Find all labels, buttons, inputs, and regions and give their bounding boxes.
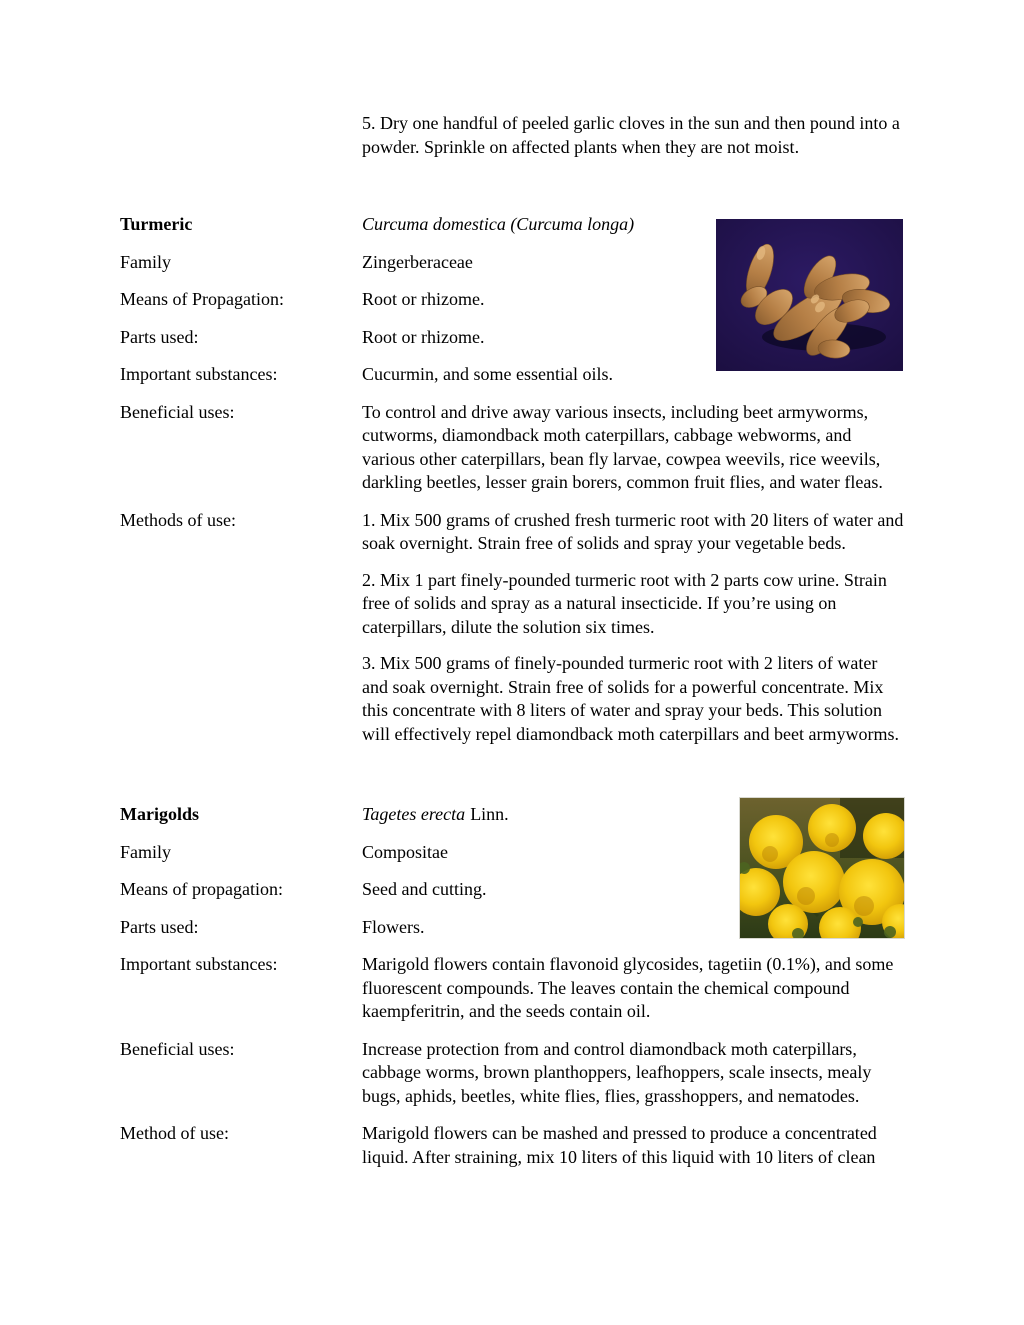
marigolds-section <box>120 803 905 1183</box>
field-value: Root or rhizome. <box>362 289 485 309</box>
turmeric-propagation-row <box>120 288 905 312</box>
field-value: Marigold flowers contain flavonoid glycosides, tagetiin (0.1%), and some fluorescent compounds. The leaves contain the chemical compound kaempferitrin, and the seeds contain oil. <box>362 954 894 1021</box>
marigolds-header-row <box>120 803 905 827</box>
turmeric-scientific-name: Curcuma domestica (Curcuma longa) <box>362 214 635 234</box>
marigolds-substances-row <box>120 953 905 1024</box>
field-value: Root or rhizome. <box>362 326 485 347</box>
turmeric-header-row <box>120 213 905 237</box>
turmeric-section <box>120 213 905 760</box>
method-step-3: 3. Mix 500 grams of finely-pounded turmeric root with 2 liters of water and soak overnight. Strain free of solids for a powerful concentrate. Mix this concentrate with 8 liters of water and spray your beds. This solution will effectively repel diamondback moth caterpillars and beet armyworms. <box>362 653 899 744</box>
field-value: Flowers. <box>362 916 425 937</box>
methods-list <box>362 509 905 747</box>
field-label: Family <box>120 841 172 862</box>
field-label: Important substances: <box>120 954 278 974</box>
marigolds-beneficial-uses-row <box>120 1038 905 1109</box>
turmeric-family-row <box>120 251 905 275</box>
field-label: Methods of use: <box>120 509 236 530</box>
field-value: Marigold flowers can be mashed and pressed to produce a concentrated liquid. After straining, mix 10 liters of this liquid with 10 liters of clean <box>362 1123 877 1167</box>
field-value: Seed and cutting. <box>362 879 487 899</box>
field-value: Cucurmin, and some essential oils. <box>362 364 613 384</box>
field-value: Zingerberaceae <box>362 251 473 272</box>
field-label: Means of propagation: <box>120 879 283 899</box>
marigolds-scientific-name <box>362 803 905 827</box>
field-label: Beneficial uses: <box>120 401 235 422</box>
field-label: Parts used: <box>120 326 199 347</box>
turmeric-name: Turmeric <box>120 214 193 234</box>
turmeric-beneficial-uses-row <box>120 401 905 495</box>
field-label: Means of Propagation: <box>120 289 284 309</box>
scientific-name-italic: Tagetes erecta <box>362 804 466 824</box>
turmeric-substances-row <box>120 363 905 387</box>
marigolds-method-row <box>120 1122 905 1169</box>
field-label: Method of use: <box>120 1123 229 1143</box>
field-value: To control and drive away various insects, including beet armyworms, cutworms, diamondback moth caterpillars, cabbage webworms, and various other caterpillars, bean fly larvae, cowpea weevils, rice weevils, darkling beetles, lesser grain borers, common fruit flies, and water fleas. <box>362 401 883 492</box>
intro-paragraph: 5. Dry one handful of peeled garlic cloves in the sun and then pound into a powder. Sprinkle on affected plants when they are not moist. <box>362 113 900 157</box>
method-step-1: 1. Mix 500 grams of crushed fresh turmeric root with 20 liters of water and soak overnight. Strain free of solids and spray your vegetable beds. <box>362 509 904 553</box>
marigolds-name: Marigolds <box>120 804 199 824</box>
scientific-name-author: Linn. <box>470 804 509 824</box>
field-label: Family <box>120 251 172 272</box>
field-value: Compositae <box>362 841 448 862</box>
turmeric-methods-row <box>120 509 905 747</box>
turmeric-parts-used-row <box>120 326 905 350</box>
field-label: Beneficial uses: <box>120 1038 235 1059</box>
field-value: Increase protection from and control diamondback moth caterpillars, cabbage worms, brown planthoppers, leafhoppers, scale insects, mealy bugs, aphids, beetles, white flies, flies, grasshoppers, and nematodes. <box>362 1038 872 1106</box>
marigolds-propagation-row <box>120 878 905 902</box>
field-label: Parts used: <box>120 916 199 937</box>
marigolds-family-row <box>120 841 905 865</box>
method-step-2: 2. Mix 1 part finely-pounded turmeric root with 2 parts cow urine. Strain free of solids and spray as a natural insecticide. If you’re using on caterpillars, dilute the solution six times. <box>362 569 887 637</box>
marigolds-parts-used-row <box>120 916 905 940</box>
field-label: Important substances: <box>120 364 278 384</box>
